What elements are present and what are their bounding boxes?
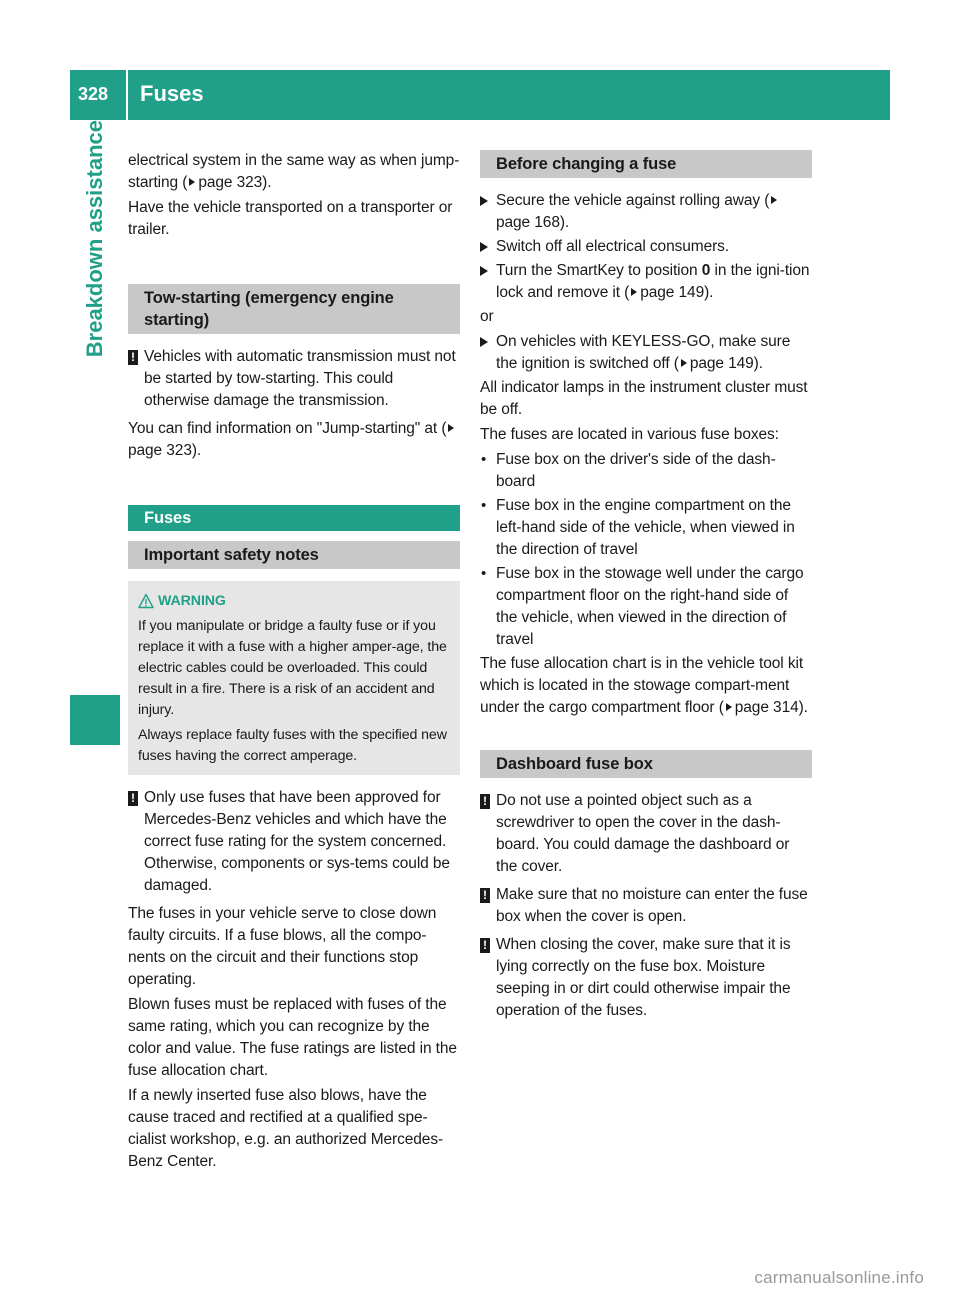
list-item: • Fuse box in the engine compartment on the left-hand side of the vehicle, when viewed in the direction of travel — [481, 497, 795, 558]
exclamation-icon: ! — [480, 938, 490, 953]
page-reference[interactable]: page 314). — [734, 699, 808, 716]
warning-title: WARNING — [158, 593, 226, 609]
header-divider — [126, 70, 128, 120]
side-tab-marker — [70, 695, 120, 745]
warning-header — [138, 591, 452, 612]
right-column — [480, 150, 812, 1028]
bullet-icon: • — [481, 565, 487, 582]
or-text: or — [480, 308, 494, 325]
exclamation-icon: ! — [128, 350, 138, 365]
caution-note: ! Vehicles with automatic transmission must not be started by tow-starting. This could otherwise damage the transmission. — [128, 346, 460, 412]
caution-note: ! When closing the cover, make sure that it is lying correctly on the fuse box. Moisture seeping in or dirt could otherwise impair the operation of the fuses. — [480, 934, 812, 1022]
page-reference[interactable]: page 323). — [128, 442, 202, 459]
exclamation-icon: ! — [480, 888, 490, 903]
page-number: 328 — [78, 84, 109, 104]
page-ref-arrow-icon — [189, 178, 195, 186]
page-ref-arrow-icon — [681, 359, 687, 367]
paragraph: Have the vehicle transported on a transporter or trailer. — [128, 199, 453, 238]
fuses-heading: Fuses — [128, 505, 460, 531]
exclamation-icon: ! — [480, 794, 490, 809]
warning-text: If you manipulate or bridge a faulty fuse or if you replace it with a fuse with a higher amper-age, the electric cables could be overloaded. This could result in a fire. There is a risk of an accident and injury. — [138, 618, 447, 718]
page-reference[interactable]: page 149). — [640, 284, 714, 301]
list-item: • Fuse box in the stowage well under the cargo compartment floor on the right-hand side of the vehicle, when viewed in the direction of travel — [481, 565, 804, 648]
caution-note: ! Only use fuses that have been approved for Mercedes-Benz vehicles and which have the correct fuse rating for the system concerned. Otherwise, components or sys-tems could be damaged. — [128, 787, 460, 897]
side-tab-label: Breakdown assistance — [82, 120, 107, 358]
warning-box — [128, 581, 460, 775]
paragraph: You can find information on "Jump-starting" at (page 323). — [128, 418, 460, 462]
instruction-step: Secure the vehicle against rolling away (page 168). — [480, 190, 812, 234]
paragraph: The fuses in your vehicle serve to close down faulty circuits. If a fuse blows, all the compo-nents on the circuit and their functions stop operating. — [128, 905, 437, 988]
paragraph: Blown fuses must be replaced with fuses of the same rating, which you can recognize by the color and value. The fuse ratings are listed in the fuse allocation chart. — [128, 996, 457, 1079]
page-ref-arrow-icon — [448, 424, 454, 432]
list-item: • Fuse box on the driver's side of the dash-board — [481, 451, 776, 490]
page-ref-arrow-icon — [726, 703, 732, 711]
step-arrow-icon — [480, 337, 488, 347]
paragraph: If a newly inserted fuse also blows, have the cause traced and rectified at a qualified spe-cialist workshop, e.g. an authorized Mercedes-Benz Center. — [128, 1087, 444, 1170]
page-reference[interactable]: page 168). — [496, 214, 570, 231]
page-reference[interactable]: page 323). — [198, 174, 272, 191]
paragraph: electrical system in the same way as when jump-starting ( page 323). — [128, 152, 460, 191]
watermark-url[interactable]: carmanualsonline.info — [754, 1268, 924, 1287]
side-tab — [70, 120, 120, 750]
dashboard-fuse-box-heading: Dashboard fuse box — [480, 750, 812, 778]
page-ref-arrow-icon — [631, 288, 637, 296]
instruction-step: Switch off all electrical consumers. — [480, 236, 812, 258]
warning-text: Always replace faulty fuses with the specified new fuses having the correct amperage. — [138, 727, 447, 764]
exclamation-icon: ! — [128, 791, 138, 806]
safety-notes-heading: Important safety notes — [128, 541, 460, 569]
tow-starting-heading: Tow-starting (emergency engine starting) — [128, 284, 460, 334]
left-column — [128, 150, 460, 1176]
bullet-icon: • — [481, 451, 487, 468]
paragraph: The fuses are located in various fuse boxes: — [480, 426, 779, 443]
page-ref-arrow-icon — [771, 196, 777, 204]
caution-note: ! Do not use a pointed object such as a screwdriver to open the cover in the dash-board. You could damage the dashboard or the cover. — [480, 790, 812, 878]
instruction-step: Turn the SmartKey to position 0 in the igni-tion lock and remove it ( page 149). — [480, 260, 812, 304]
bullet-icon: • — [481, 497, 487, 514]
step-arrow-icon — [480, 266, 488, 276]
step-arrow-icon — [480, 242, 488, 252]
paragraph: The fuse allocation chart is in the vehicle tool kit which is located in the stowage compart-ment under the cargo compartment floor ( page 314). — [480, 655, 808, 716]
paragraph: All indicator lamps in the instrument cluster must be off. — [480, 379, 808, 418]
page-reference[interactable]: page 149). — [689, 355, 763, 372]
before-changing-heading: Before changing a fuse — [480, 150, 812, 178]
step-arrow-icon — [480, 196, 488, 206]
instruction-step: On vehicles with KEYLESS-GO, make sure the ignition is switched off ( page 149). — [480, 331, 812, 375]
caution-note: ! Make sure that no moisture can enter the fuse box when the cover is open. — [480, 884, 812, 928]
page-title: Fuses — [140, 81, 204, 106]
warning-triangle-icon — [138, 593, 154, 609]
